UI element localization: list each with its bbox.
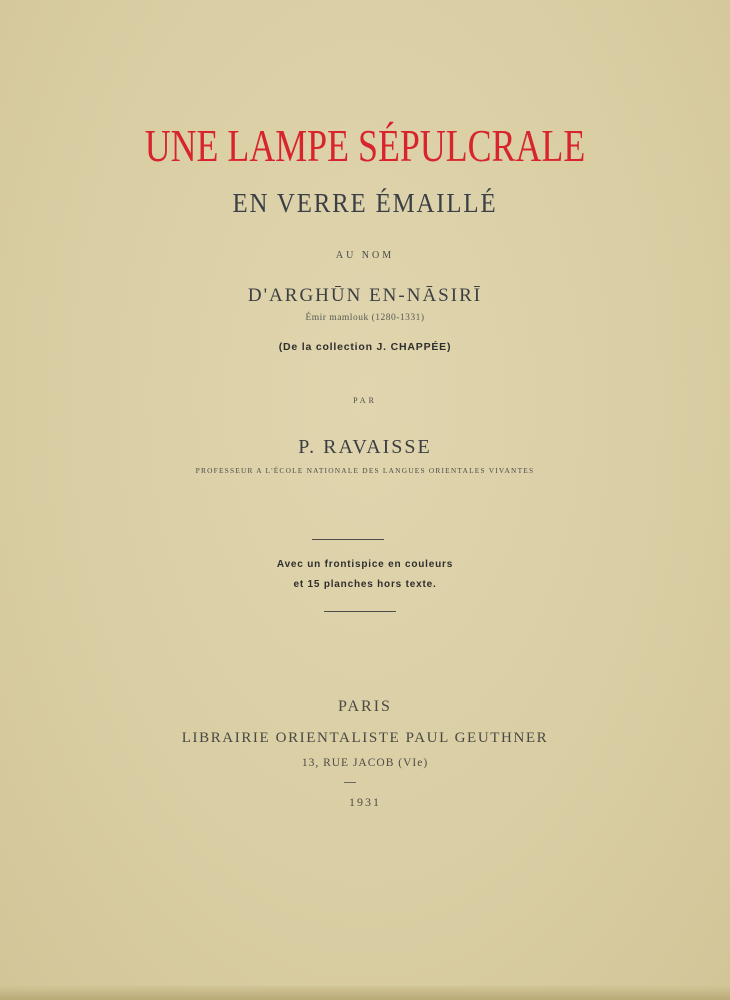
frontispiece-note-line1: Avec un frontispice en couleurs	[276, 559, 454, 570]
subject-description: Émir mamlouk (1280-1331)	[305, 313, 425, 323]
publisher-city: PARIS	[338, 698, 392, 715]
cover-subtitle: EN VERRE ÉMAILLÉ	[232, 188, 498, 218]
divider-bottom	[324, 611, 396, 612]
page-bottom-edge	[0, 986, 730, 1000]
publisher-name: LIBRAIRIE ORIENTALISTE PAUL GEUTHNER	[181, 730, 549, 746]
publisher-address: 13, RUE JACOB (VIe)	[301, 757, 429, 769]
par-label: PAR	[353, 396, 377, 405]
divider-top	[312, 539, 384, 540]
cover-title: UNE LAMPE SÉPULCRALE	[144, 120, 586, 171]
subject-name: D'ARGHŪN EN-NĀSIRĪ	[247, 285, 483, 306]
publication-year: 1931	[349, 795, 381, 809]
year-divider	[344, 782, 356, 783]
frontispiece-note-line2: et 15 planches hors texte.	[293, 579, 437, 590]
author-name: P. RAVAISSE	[298, 436, 432, 458]
collection-note: (De la collection J. CHAPPÉE)	[278, 341, 452, 353]
au-nom-label: AU NOM	[335, 250, 395, 261]
author-affiliation: PROFESSEUR A L'ÉCOLE NATIONALE DES LANGUES ORIENTALES VIVANTES	[195, 466, 535, 475]
